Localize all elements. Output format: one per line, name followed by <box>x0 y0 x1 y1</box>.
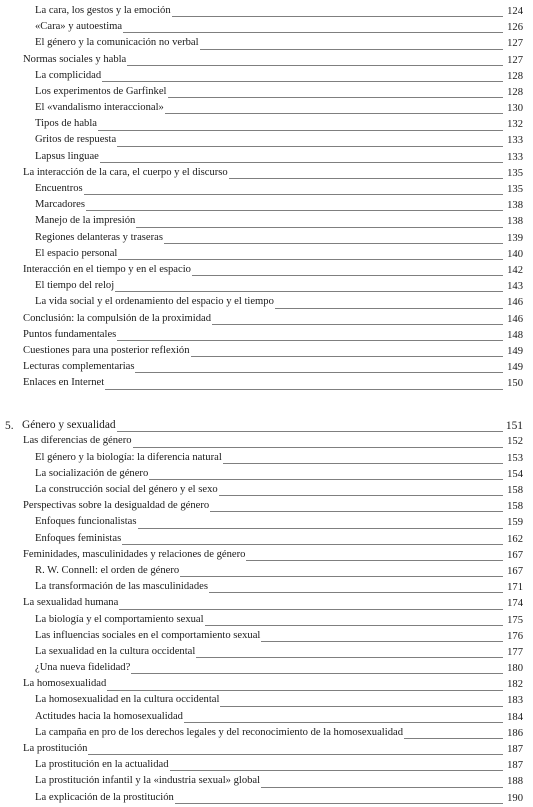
toc-entry <box>0 166 533 182</box>
toc-entry-title: El espacio personal <box>35 246 118 262</box>
toc-entry <box>0 580 533 596</box>
toc-leader <box>35 694 503 707</box>
toc-entry-page: 176 <box>507 630 523 642</box>
toc-entry <box>0 53 533 69</box>
toc-leader <box>35 791 503 804</box>
toc-entry-title: La complicidad <box>35 68 102 84</box>
toc-entry-title: Gritos de respuesta <box>35 132 117 148</box>
toc-entry-title: Manejo de la impresión <box>35 213 136 229</box>
toc-entry-title: El tiempo del reloj <box>35 278 115 294</box>
toc-entry-page: 174 <box>507 598 523 610</box>
toc-entry-page: 187 <box>507 744 523 756</box>
toc-entry-page: 133 <box>507 135 523 147</box>
toc-entry-title: Feminidades, masculinidades y relaciones de género <box>23 547 246 563</box>
toc-leader <box>35 20 503 33</box>
toc-entry-page: 150 <box>507 378 523 390</box>
toc-section-a <box>0 4 533 393</box>
toc-entry <box>0 548 533 564</box>
toc-entry-title: ¿Una nueva fidelidad? <box>35 660 131 676</box>
toc-entry <box>0 344 533 360</box>
toc-entry-title: Las diferencias de género <box>23 433 133 449</box>
toc-entry <box>0 758 533 774</box>
toc-entry <box>0 247 533 263</box>
toc-entry-title: «Cara» y autoestima <box>35 19 123 35</box>
toc-entry-page: 152 <box>507 436 523 448</box>
toc-entry-page: 167 <box>507 549 523 561</box>
toc-entry-page: 124 <box>507 5 523 17</box>
toc-entry <box>0 312 533 328</box>
toc-entry-page: 167 <box>507 565 523 577</box>
toc-leader <box>35 134 503 147</box>
toc-leader <box>35 247 503 260</box>
toc-entry-page: 126 <box>507 22 523 34</box>
toc-entry <box>0 435 533 451</box>
toc-entry-page: 158 <box>507 501 523 513</box>
toc-entry-title: Enfoques funcionalistas <box>35 514 138 530</box>
toc-leader <box>35 85 503 98</box>
toc-leader <box>35 451 503 464</box>
toc-entry-title: Lecturas complementarias <box>23 359 135 375</box>
toc-entry-page: 148 <box>507 329 523 341</box>
toc-entry <box>0 742 533 758</box>
toc-entry-title: Enfoques feministas <box>35 531 122 547</box>
toc-entry <box>0 231 533 247</box>
toc-leader <box>35 37 503 50</box>
toc-entry-title: La sexualidad en la cultura occidental <box>35 644 196 660</box>
toc-leader <box>35 775 503 788</box>
toc-entry-title: Marcadores <box>35 197 86 213</box>
toc-entry-title: La sexualidad humana <box>23 595 119 611</box>
toc-entry <box>0 101 533 117</box>
toc-entry-page: 128 <box>507 70 523 82</box>
toc-entry-page: 190 <box>507 792 523 804</box>
toc-entry <box>0 774 533 790</box>
toc-entry <box>0 214 533 230</box>
toc-entry-title: La socialización de género <box>35 466 149 482</box>
toc-entry-title: Actitudes hacia la homosexualidad <box>35 709 184 725</box>
toc-leader <box>35 710 503 723</box>
toc-entry-page: 183 <box>507 695 523 707</box>
toc-entry-title: El género y la comunicación no verbal <box>35 35 200 51</box>
toc-entry <box>0 279 533 295</box>
toc-entry <box>0 117 533 133</box>
toc-entry-title: Conclusión: la compulsión de la proximidad <box>23 311 212 327</box>
toc-entry-title: Encuentros <box>35 181 84 197</box>
toc-leader <box>23 678 503 691</box>
toc-entry-title: La transformación de las masculinidades <box>35 579 209 595</box>
toc-entry <box>0 710 533 726</box>
toc-entry-page: 171 <box>507 582 523 594</box>
toc-entry <box>0 451 533 467</box>
toc-entry <box>0 85 533 101</box>
toc-entry-title: Normas sociales y habla <box>23 52 127 68</box>
toc-entry-page: 142 <box>507 264 523 276</box>
toc-entry <box>0 596 533 612</box>
toc-entry-title: Lapsus linguae <box>35 149 100 165</box>
toc-entry-title: La interacción de la cara, el cuerpo y el discurso <box>23 165 229 181</box>
toc-entry-title: Cuestiones para una posterior reflexión <box>23 343 191 359</box>
toc-entry-page: 159 <box>507 517 523 529</box>
toc-entry <box>0 4 533 20</box>
toc-entry <box>0 694 533 710</box>
toc-leader <box>35 101 503 114</box>
toc-leader <box>23 499 503 512</box>
toc-entry <box>0 532 533 548</box>
toc-entry <box>0 36 533 52</box>
toc-entry <box>0 360 533 376</box>
toc-entry <box>0 661 533 677</box>
toc-entry-page: 188 <box>507 776 523 788</box>
toc-leader <box>35 580 503 593</box>
toc-entry <box>0 564 533 580</box>
toc-entry <box>0 134 533 150</box>
toc-leader <box>35 231 503 244</box>
toc-entry-title: La campaña en pro de los derechos legales y del reconocimiento de la homosexualidad <box>35 725 404 741</box>
toc-entry-page: 128 <box>507 86 523 98</box>
toc-entry <box>0 515 533 531</box>
toc-leader <box>23 312 503 325</box>
toc-entry-page: 149 <box>507 362 523 374</box>
toc-entry <box>0 328 533 344</box>
toc-leader <box>23 360 503 373</box>
toc-leader <box>35 726 503 739</box>
toc-leader <box>35 279 503 292</box>
toc-entry-title: Tipos de habla <box>35 116 98 132</box>
toc-entry <box>0 263 533 279</box>
toc-leader <box>35 758 503 771</box>
toc-entry <box>0 791 533 807</box>
toc-entry-title: La homosexualidad en la cultura occidental <box>35 692 220 708</box>
toc-entry-title: La explicación de la prostitución <box>35 790 175 806</box>
toc-section-b <box>0 435 533 807</box>
toc-entry-page: 177 <box>507 646 523 658</box>
toc-entry-title: La homosexualidad <box>23 676 107 692</box>
toc-leader <box>35 296 503 309</box>
toc-leader <box>23 53 503 66</box>
toc-entry <box>0 726 533 742</box>
toc-entry-title: La construcción social del género y el sexo <box>35 482 219 498</box>
toc-leader <box>35 516 503 529</box>
toc-entry-title: Regiones delanteras y traseras <box>35 230 164 246</box>
toc-leader <box>23 344 503 357</box>
toc-entry <box>0 499 533 515</box>
toc-entry-page: 146 <box>507 297 523 309</box>
toc-entry <box>0 613 533 629</box>
toc-entry-page: 158 <box>507 485 523 497</box>
toc-entry <box>0 198 533 214</box>
toc-entry-page: 143 <box>507 281 523 293</box>
toc-leader <box>23 377 503 390</box>
toc-entry-title: El género y la biología: la diferencia natural <box>35 450 223 466</box>
toc-leader <box>35 198 503 211</box>
toc-entry-page: 154 <box>507 468 523 480</box>
toc-leader <box>35 4 503 17</box>
toc-entry-page: 132 <box>507 119 523 131</box>
toc-entry-page: 130 <box>507 103 523 115</box>
toc-entry-page: 138 <box>507 216 523 228</box>
toc-entry-title: La cara, los gestos y la emoción <box>35 3 172 19</box>
toc-entry <box>0 295 533 311</box>
toc-entry-page: 175 <box>507 614 523 626</box>
toc-leader <box>23 435 503 448</box>
toc-leader <box>35 150 503 163</box>
chapter-entry <box>22 418 503 432</box>
toc-leader <box>35 467 503 480</box>
chapter-page: 151 <box>505 419 523 432</box>
toc-entry-page: 162 <box>507 533 523 545</box>
toc-entry <box>0 629 533 645</box>
toc-entry-title: Interacción en el tiempo y en el espacio <box>23 262 192 278</box>
toc-entry <box>0 20 533 36</box>
toc-leader <box>35 483 503 496</box>
toc-leader <box>35 613 503 626</box>
toc-entry-title: El «vandalismo interaccional» <box>35 100 165 116</box>
toc-leader <box>35 629 503 642</box>
toc-leader <box>35 182 503 195</box>
toc-entry <box>0 376 533 392</box>
toc-entry <box>0 467 533 483</box>
toc-leader <box>23 263 503 276</box>
toc-entry-page: 138 <box>507 200 523 212</box>
toc-entry-page: 127 <box>507 38 523 50</box>
toc-entry-page: 182 <box>507 679 523 691</box>
toc-entry-page: 186 <box>507 727 523 739</box>
toc-entry-title: Perspectivas sobre la desigualdad de género <box>23 498 210 514</box>
toc-leader <box>35 564 503 577</box>
chapter-title: Género y sexualidad <box>22 416 117 434</box>
chapter-number: 5. <box>5 419 14 432</box>
toc-entry-title: Los experimentos de Garfinkel <box>35 84 168 100</box>
toc-entry-page: 140 <box>507 248 523 260</box>
toc-entry-page: 127 <box>507 54 523 66</box>
toc-leader <box>23 548 503 561</box>
toc-leader <box>35 532 503 545</box>
toc-leader <box>35 645 503 658</box>
toc-entry-page: 187 <box>507 760 523 772</box>
toc-entry-page: 149 <box>507 345 523 357</box>
toc-entry-title: R. W. Connell: el orden de género <box>35 563 180 579</box>
toc-entry <box>0 69 533 85</box>
toc-entry-title: Puntos fundamentales <box>23 327 117 343</box>
toc-entry-page: 135 <box>507 167 523 179</box>
toc-entry-title: La prostitución <box>23 741 88 757</box>
toc-entry-title: La prostitución en la actualidad <box>35 757 170 773</box>
toc-entry-page: 146 <box>507 313 523 325</box>
toc-entry-page: 139 <box>507 232 523 244</box>
toc-entry-title: La vida social y el ordenamiento del espacio y el tiempo <box>35 294 275 310</box>
toc-entry <box>0 677 533 693</box>
toc-entry-title: Enlaces en Internet <box>23 375 105 391</box>
toc-leader <box>23 597 503 610</box>
toc-entry-page: 180 <box>507 663 523 675</box>
toc-entry-title: Las influencias sociales en el comportamiento sexual <box>35 628 261 644</box>
toc-leader <box>23 328 503 341</box>
toc-leader <box>35 69 503 82</box>
chapter-heading <box>0 417 533 435</box>
toc-leader <box>35 118 503 131</box>
toc-entry-page: 135 <box>507 184 523 196</box>
toc-leader <box>35 661 503 674</box>
toc-entry-page: 184 <box>507 711 523 723</box>
toc-entry <box>0 150 533 166</box>
toc-entry-page: 133 <box>507 151 523 163</box>
toc-entry <box>0 645 533 661</box>
toc-entry-title: La biología y el comportamiento sexual <box>35 612 205 628</box>
toc-entry-page: 153 <box>507 452 523 464</box>
toc-entry <box>0 483 533 499</box>
toc-entry <box>0 182 533 198</box>
toc-entry-title: La prostitución infantil y la «industria sexual» global <box>35 773 261 789</box>
toc-leader <box>35 215 503 228</box>
toc-leader <box>23 742 503 755</box>
toc-leader <box>23 166 503 179</box>
